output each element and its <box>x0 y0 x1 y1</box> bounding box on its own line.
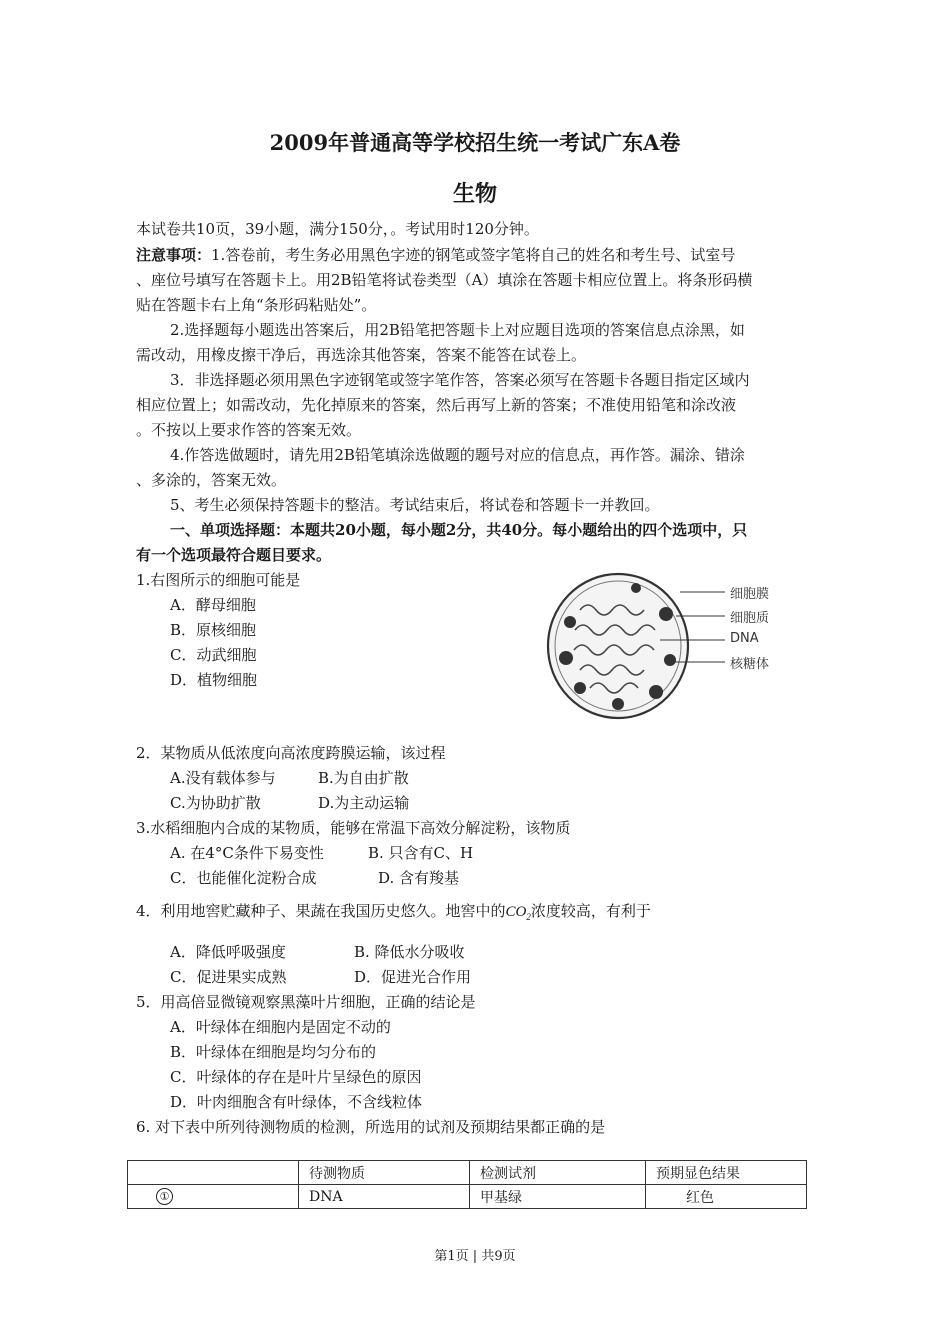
q5-stem: 5．用高倍显微镜观察黑藻叶片细胞，正确的结论是 <box>136 993 476 1011</box>
q1-option-a: A．酵母细胞 <box>170 596 256 614</box>
q4-stem <box>136 901 651 927</box>
q4-stem-pre: 4．利用地窖贮藏种子、果蔬在我国历史悠久。地窖中的 <box>136 902 506 920</box>
note5-text: 5、考生必须保持答题卡的整洁。考试结束后，将试卷和答题卡一并教回。 <box>170 496 660 514</box>
q4-co2 <box>506 904 531 920</box>
q4-option-a: A．降低呼吸强度 <box>170 943 286 961</box>
row-number-badge: ① <box>156 1188 173 1205</box>
q4-option-d: D．促进光合作用 <box>354 968 472 986</box>
table-cell: 红色 <box>646 1185 807 1209</box>
notice-label: 注意事项： <box>136 246 212 264</box>
q2-option-b: B.为自由扩散 <box>318 769 409 787</box>
note1-text-a: 1.答卷前，考生务必用黑色字迹的钢笔或签字笔将自己的姓名和考生号、试室号 <box>211 246 736 264</box>
ribosome-dot <box>612 698 624 710</box>
co2-formula: CO <box>505 904 527 920</box>
table-cell: DNA <box>299 1185 470 1209</box>
note2-text-a: 2.选择题每小题选出答案后，用2B铅笔把答题卡上对应题目选项的答案信息点涂黑，如 <box>170 321 745 339</box>
fig-label-membrane: 细胞膜 <box>730 587 770 602</box>
q1-option-d: D．植物细胞 <box>170 671 258 689</box>
q3-option-a: A. 在4°C条件下易变性 <box>170 844 324 862</box>
q1-option-c: C．动武细胞 <box>170 646 257 664</box>
section1-heading-2: 有一个选项最符合题目要求。 <box>136 546 332 564</box>
q3-option-b: B. 只含有C、H <box>368 844 474 862</box>
q1-stem: 1.右图所示的细胞可能是 <box>136 571 301 589</box>
table-header-cell: 检测试剂 <box>470 1161 646 1185</box>
ribosome-dot <box>559 651 573 665</box>
q4-option-b: B. 降低水分吸收 <box>354 943 465 961</box>
table-header-cell: 待测物质 <box>299 1161 470 1185</box>
ribosome-dot <box>631 583 641 593</box>
fig-label-dna: DNA <box>730 631 759 646</box>
note3-text-b: 相应位置上；如需改动，先化掉原来的答案，然后再写上新的答案；不准使用铅笔和涂改液 <box>136 396 737 414</box>
note3-text-a: 3．非选择题必须用黑色字迹钢笔或签字笔作答，答案必须写在答题卡各题目指定区域内 <box>170 371 750 389</box>
table-header-cell: 预期显色结果 <box>646 1161 807 1185</box>
q4-option-c: C．促进果实成熟 <box>170 968 287 986</box>
exam-title: 2009年普通高等学校招生统一考试广东A卷 <box>269 130 681 155</box>
q3-option-d: D. 含有羧基 <box>378 869 460 887</box>
page-footer: 第1页 | 共9页 <box>434 1249 516 1264</box>
ribosome-dot <box>664 654 676 666</box>
note4-text-a: 4.作答选做题时，请先用2B铅笔填涂选做题的题号对应的信息点，再作答。漏涂、错涂 <box>170 446 745 464</box>
table-header-row <box>128 1161 807 1185</box>
q2-option-d: D.为主动运输 <box>318 794 410 812</box>
fig-label-ribosome: 核糖体 <box>730 657 770 672</box>
ribosome-dot <box>574 682 586 694</box>
note4-text-b: 、多涂的，答案无效。 <box>136 471 287 489</box>
note3-text-c: 。不按以上要求作答的答案无效。 <box>136 421 362 439</box>
q6-stem: 6. 对下表中所列待测物质的检测，所选用的试剂及预期结果都正确的是 <box>136 1118 606 1136</box>
table-header-cell <box>128 1161 299 1185</box>
table-cell-index <box>128 1185 299 1209</box>
q2-stem: 2．某物质从低浓度向高浓度跨膜运输，该过程 <box>136 744 446 762</box>
subject-title: 生物 <box>452 181 497 207</box>
intro-line: 本试卷共10页，39小题，满分150分，。考试用时120分钟。 <box>136 220 539 238</box>
ribosome-dot <box>649 685 663 699</box>
notice-line-1 <box>136 245 735 265</box>
co2-subscript: 2 <box>526 912 531 922</box>
ribosome-dot <box>564 616 576 628</box>
note1-text-c: 贴在答题卡右上角“条形码粘贴处”。 <box>136 296 377 314</box>
q5-option-b: B．叶绿体在细胞是均匀分布的 <box>170 1043 377 1061</box>
q6-table <box>127 1160 807 1209</box>
table-cell: 甲基绿 <box>470 1185 646 1209</box>
q3-option-c: C．也能催化淀粉合成 <box>170 869 317 887</box>
section1-heading-1: 一、单项选择题：本题共20小题，每小题2分，共40分。每小题给出的四个选项中，只 <box>170 521 748 539</box>
q2-option-a: A.没有载体参与 <box>170 769 276 787</box>
q1-option-b: B．原核细胞 <box>170 621 257 639</box>
ribosome-dot <box>659 607 673 621</box>
table-row <box>128 1185 807 1209</box>
note1-text-b: 、座位号填写在答题卡上。用2B铅笔将试卷类型（A）填涂在答题卡相应位置上。将条形码横 <box>136 271 753 289</box>
q2-option-c: C.为协助扩散 <box>170 794 261 812</box>
fig-label-cytoplasm: 细胞质 <box>730 611 770 626</box>
q3-stem: 3.水稻细胞内合成的某物质，能够在常温下高效分解淀粉，该物质 <box>136 819 571 837</box>
q5-option-a: A．叶绿体在细胞内是固定不动的 <box>170 1018 391 1036</box>
q4-stem-post: 浓度较高，有利于 <box>530 902 651 920</box>
q5-option-d: D．叶肉细胞含有叶绿体，不含线粒体 <box>170 1093 423 1111</box>
q5-option-c: C．叶绿体的存在是叶片呈绿色的原因 <box>170 1068 422 1086</box>
note2-text-b: 需改动，用橡皮擦干净后，再选涂其他答案，答案不能答在试卷上。 <box>136 346 587 364</box>
